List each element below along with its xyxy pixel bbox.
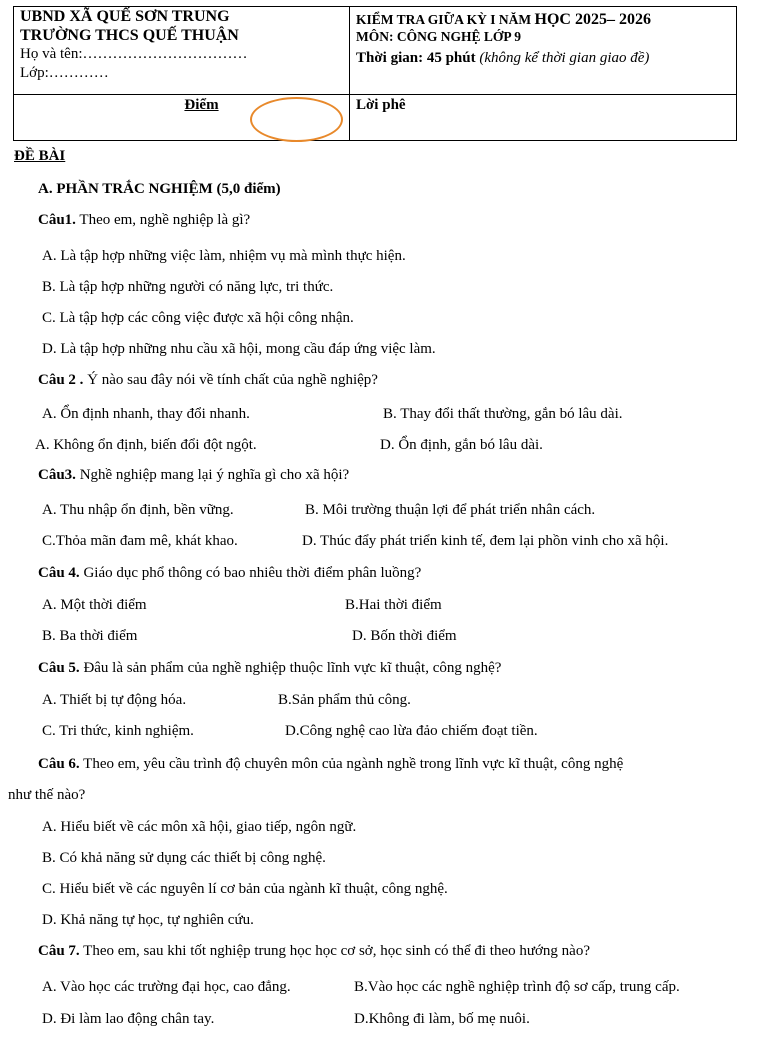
question-label: Câu 4. [38, 565, 80, 581]
q1-option-c[interactable]: C. Là tập hợp các công việc được xã hội công nhận. [42, 310, 354, 326]
q2-option-c[interactable]: A. Không ổn định, biến đổi đột ngột. [35, 437, 257, 453]
question-label: Câu1. [38, 212, 76, 228]
q2-option-a[interactable]: A. Ổn định nhanh, thay đổi nhanh. [42, 406, 250, 422]
student-name-line: Họ và tên:…………………………… [20, 46, 248, 62]
exam-time-label: Thời gian: 45 phút [356, 50, 480, 66]
q3-option-d[interactable]: D. Thúc đẩy phát triển kinh tế, đem lại phồn vinh cho xã hội. [302, 533, 669, 549]
q7-option-a[interactable]: A. Vào học các trường đại học, cao đẳng. [42, 979, 291, 995]
question-6 [38, 756, 623, 773]
exam-time [356, 48, 730, 68]
question-text: Đâu là sản phẩm của nghề nghiệp thuộc lĩnh vực kĩ thuật, công nghệ? [79, 660, 502, 676]
question-5 [38, 660, 501, 677]
question-text: Ý nào sau đây nói về tính chất của nghề nghiệp? [83, 372, 378, 388]
question-label: Câu 7. [38, 943, 80, 959]
comment-cell [350, 95, 737, 141]
q3-option-b[interactable]: B. Môi trường thuận lợi để phát triển nhân cách. [305, 502, 596, 518]
q5-option-a[interactable]: A. Thiết bị tự động hóa. [42, 692, 187, 708]
q5-option-d[interactable]: D.Công nghệ cao lừa đảo chiếm đoạt tiền. [285, 723, 538, 739]
district-name: UBND XÃ QUẾ SƠN TRUNG [20, 8, 230, 25]
school-info-cell [14, 7, 350, 95]
question-6-continued: như thế nào? [8, 787, 86, 803]
section-title: ĐỀ BÀI [14, 148, 66, 164]
student-class-line: Lớp:………… [20, 65, 109, 81]
score-oval-mark [250, 97, 343, 142]
score-label: Điểm [184, 97, 219, 113]
q2-option-b[interactable]: B. Thay đổi thất thường, gắn bó lâu dài. [383, 406, 623, 422]
question-label: Câu 5. [38, 660, 80, 676]
question-label: Câu 2 . [38, 372, 84, 388]
q3-option-a[interactable]: A. Thu nhập ổn định, bền vững. [42, 502, 234, 518]
exam-header-table [13, 6, 737, 141]
q4-option-a[interactable]: A. Một thời điểm [42, 597, 147, 613]
question-text: Nghề nghiệp mang lại ý nghĩa gì cho xã hội? [75, 467, 350, 483]
question-3 [38, 467, 349, 484]
question-label: Câu3. [38, 467, 76, 483]
exam-title-prefix: KIỂM TRA GIỮA KỲ I NĂM [356, 12, 535, 27]
q5-option-c[interactable]: C. Tri thức, kinh nghiệm. [42, 723, 194, 739]
question-text: Theo em, sau khi tốt nghiệp trung học học cơ sở, học sinh có thể đi theo hướng nào? [79, 943, 590, 959]
q4-option-b[interactable]: B.Hai thời điểm [345, 597, 442, 613]
q5-option-b[interactable]: B.Sản phẩm thủ công. [278, 692, 411, 708]
question-text: Theo em, nghề nghiệp là gì? [75, 212, 251, 228]
q6-option-b[interactable]: B. Có khả năng sử dụng các thiết bị công nghệ. [42, 850, 326, 866]
exam-title-year: HỌC 2025– 2026 [534, 11, 651, 28]
q7-option-b[interactable]: B.Vào học các nghề nghiệp trình độ sơ cấp, trung cấp. [354, 979, 680, 995]
question-1 [38, 212, 250, 229]
q4-option-c[interactable]: B. Ba thời điểm [42, 628, 138, 644]
q1-option-b[interactable]: B. Là tập hợp những người có năng lực, tri thức. [42, 279, 334, 295]
q7-option-c[interactable]: D. Đi làm lao động chân tay. [42, 1011, 215, 1027]
question-text: Giáo dục phổ thông có bao nhiêu thời điểm phân luồng? [79, 565, 422, 581]
q1-option-a[interactable]: A. Là tập hợp những việc làm, nhiệm vụ mà mình thực hiện. [42, 248, 406, 264]
q7-option-d[interactable]: D.Không đi làm, bố mẹ nuôi. [354, 1011, 530, 1027]
exam-time-note: (không kể thời gian giao đề) [479, 50, 650, 66]
q6-option-d[interactable]: D. Khả năng tự học, tự nghiên cứu. [42, 912, 254, 928]
question-label: Câu 6. [38, 756, 80, 772]
school-name: TRƯỜNG THCS QUẾ THUẬN [20, 27, 239, 44]
exam-subject: MÔN: CÔNG NGHỆ LỚP 9 [356, 29, 521, 44]
q4-option-d[interactable]: D. Bốn thời điểm [352, 628, 457, 644]
part-a-title: A. PHẦN TRẮC NGHIỆM (5,0 điểm) [38, 181, 281, 197]
q3-option-c[interactable]: C.Thỏa mãn đam mê, khát khao. [42, 533, 238, 549]
question-4 [38, 565, 421, 582]
q6-option-c[interactable]: C. Hiểu biết về các nguyên lí cơ bản của ngành kĩ thuật, công nghệ. [42, 881, 448, 897]
exam-info-cell [350, 7, 737, 95]
question-7 [38, 943, 590, 960]
question-text: Theo em, yêu cầu trình độ chuyên môn của ngành nghề trong lĩnh vực kĩ thuật, công nghệ [79, 756, 624, 772]
q6-option-a[interactable]: A. Hiểu biết về các môn xã hội, giao tiếp, ngôn ngữ. [42, 819, 357, 835]
q1-option-d[interactable]: D. Là tập hợp những nhu cầu xã hội, mong cầu đáp ứng việc làm. [42, 341, 436, 357]
q2-option-d[interactable]: D. Ổn định, gắn bó lâu dài. [380, 437, 543, 453]
comment-label: Lời phê [356, 97, 406, 113]
question-2 [38, 372, 378, 389]
exam-title [356, 11, 730, 28]
